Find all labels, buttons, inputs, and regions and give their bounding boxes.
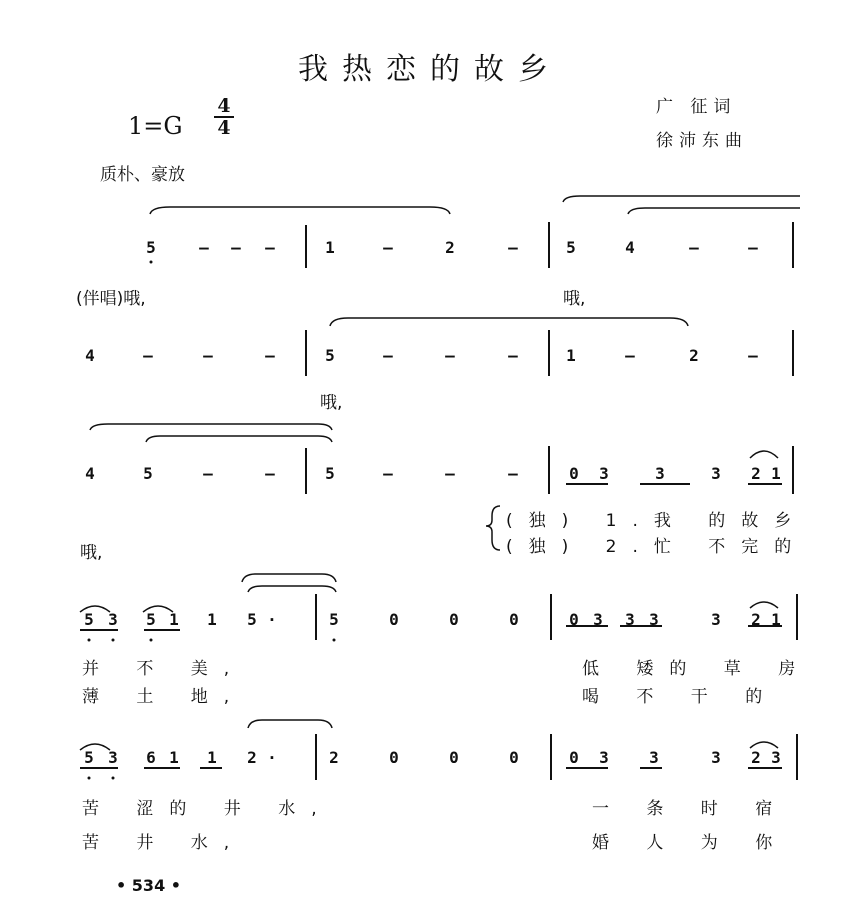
page-number: • 534 •	[116, 876, 181, 895]
note: 0	[509, 748, 519, 767]
composer-credit: 徐沛东曲	[656, 131, 748, 151]
note: 1	[207, 748, 217, 767]
note: 5	[146, 238, 156, 257]
note: 5	[566, 238, 576, 257]
time-signature	[212, 96, 236, 138]
note: 3	[625, 610, 635, 629]
note: 5	[84, 610, 94, 629]
note: —	[625, 346, 635, 365]
note: 1	[771, 464, 781, 483]
note: 5	[247, 610, 257, 629]
note: 1	[325, 238, 335, 257]
note: —	[203, 346, 213, 365]
note: 4	[85, 464, 95, 483]
note: 2	[751, 610, 761, 629]
lyric: 哦,	[80, 543, 103, 563]
note: 2	[247, 748, 257, 767]
lyric: (独) 1.我 的故乡	[506, 511, 808, 531]
note: —	[689, 238, 699, 257]
note: 0	[509, 610, 519, 629]
note: —	[748, 346, 758, 365]
note: 2	[445, 238, 455, 257]
note: 3	[711, 610, 721, 629]
note: —	[383, 346, 393, 365]
note: 3	[711, 748, 721, 767]
lyric: 婚 人 为 你	[592, 833, 789, 853]
note: —	[265, 464, 275, 483]
lyric: 并 不 美,	[82, 659, 246, 679]
note: 1	[169, 610, 179, 629]
lyric: 苦 井 水,	[82, 833, 246, 853]
song-title: 我热恋的故乡	[298, 52, 562, 87]
note: ·	[267, 610, 277, 629]
note: 5	[329, 610, 339, 629]
note: 4	[85, 346, 95, 365]
note: 3	[108, 748, 118, 767]
note: 3	[649, 610, 659, 629]
note: 1	[207, 610, 217, 629]
note: —	[383, 238, 393, 257]
lyric: 哦,	[563, 289, 586, 309]
lyric: (独) 2.忙 不完的	[506, 537, 808, 557]
key-signature: 1=G	[128, 112, 183, 140]
tempo-marking: 质朴、豪放	[100, 165, 185, 185]
note: 5	[84, 748, 94, 767]
note: 3	[599, 748, 609, 767]
note: 4	[625, 238, 635, 257]
note: —	[143, 346, 153, 365]
note: 3	[711, 464, 721, 483]
note: —	[445, 346, 455, 365]
note: —	[508, 238, 518, 257]
time-signature-bottom: 4	[217, 117, 231, 139]
lyric: 喝 不 干 的	[582, 687, 779, 707]
lyric: 苦 涩的 井 水,	[82, 799, 333, 819]
lyric: 薄 土 地,	[82, 687, 246, 707]
note: 6	[146, 748, 156, 767]
note: —	[748, 238, 758, 257]
lyric: 哦,	[320, 393, 343, 413]
note: 2	[689, 346, 699, 365]
note: 3	[649, 748, 659, 767]
note: 0	[389, 748, 399, 767]
note: 3	[599, 464, 609, 483]
note: 5	[143, 464, 153, 483]
lyricist-credit: 广 征词	[656, 97, 737, 117]
note: —	[508, 464, 518, 483]
note: —	[383, 464, 393, 483]
note: 5	[146, 610, 156, 629]
note: —	[203, 464, 213, 483]
note: —	[265, 346, 275, 365]
note: 0	[569, 748, 579, 767]
note: 0	[449, 610, 459, 629]
note: 1	[169, 748, 179, 767]
note: 3	[771, 748, 781, 767]
note: 0	[389, 610, 399, 629]
note: 2	[751, 464, 761, 483]
note: 5	[325, 464, 335, 483]
note: —	[508, 346, 518, 365]
note: 0	[569, 464, 579, 483]
note: ·	[267, 748, 277, 767]
note: —	[265, 238, 275, 257]
lyric: (伴唱)哦,	[76, 289, 146, 309]
note: 2	[751, 748, 761, 767]
note: 1	[566, 346, 576, 365]
note: 3	[655, 464, 665, 483]
note: 0	[569, 610, 579, 629]
time-signature-top: 4	[217, 95, 231, 117]
note: 2	[329, 748, 339, 767]
note: —	[231, 238, 241, 257]
note: 3	[593, 610, 603, 629]
lyric: 低 矮的 草 房	[582, 659, 812, 679]
note: —	[199, 238, 209, 257]
note: 1	[771, 610, 781, 629]
note: —	[445, 464, 455, 483]
note: 0	[449, 748, 459, 767]
note: 5	[325, 346, 335, 365]
note: 3	[108, 610, 118, 629]
lyric: 一 条 时 宿	[592, 799, 789, 819]
